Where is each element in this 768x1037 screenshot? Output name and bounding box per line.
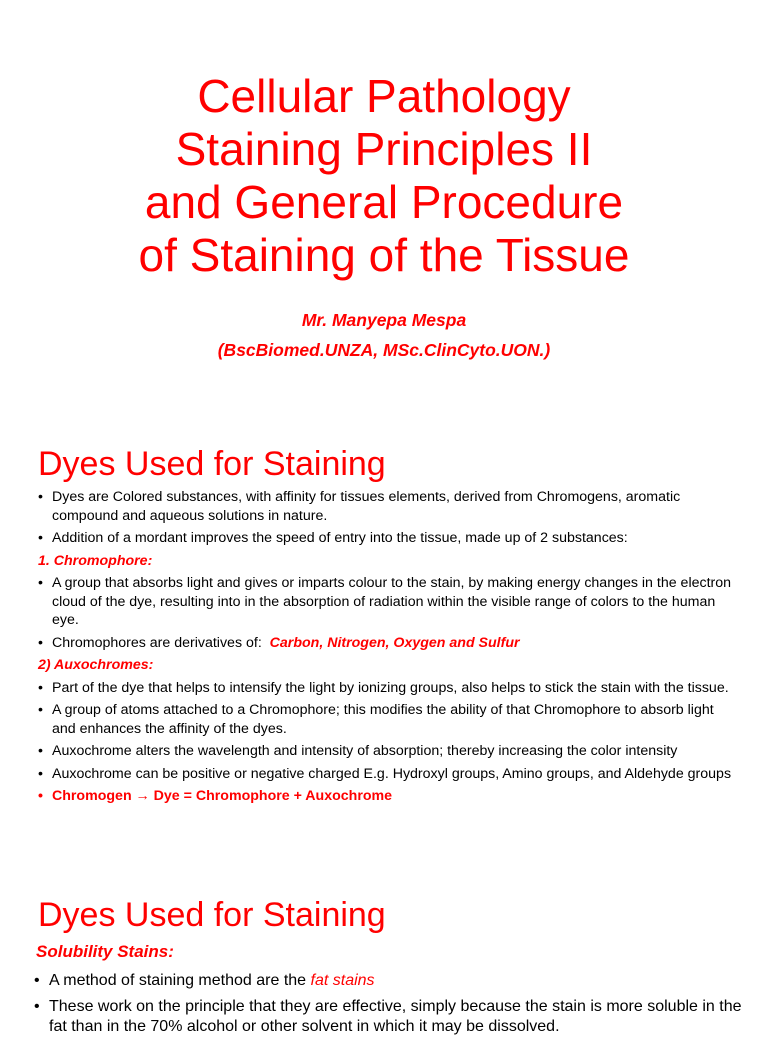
slide-content [0, 971, 768, 1037]
subheading-solubility: Solubility Stains: [36, 942, 174, 961]
title-line-1: Cellular Pathology [197, 70, 571, 122]
bullet-text: Chromophores are derivatives of: [52, 634, 262, 651]
highlighted-elements: Carbon, Nitrogen, Oxygen and Sulfur [269, 634, 520, 651]
subheading-chromophore: 1. Chromophore: [38, 552, 153, 569]
slide-heading: Dyes Used for Staining [38, 445, 386, 483]
highlighted-term: fat stains [310, 972, 375, 989]
bullet-item: • These work on the principle that they are effective, simply because the stain is more soluble in the fat than in the 70% alcohol or other solvent in which it may be dissolved. [34, 997, 748, 1037]
dyes-slide-1 [0, 440, 768, 810]
bullet-text: A method of staining method are the [49, 972, 307, 989]
slide-title [0, 70, 768, 282]
bullet-item: • A group that absorbs light and gives or imparts colour to the stain, by making energy changes in the electron cloud of the dye, resulting into in the absorption of radiation within the visible range of colors to the human eye. [38, 574, 740, 630]
bullet-item: • A group of atoms attached to a Chromophore; this modifies the ability of that Chromophore to absorb light and enhances the affinity of the dyes. [38, 701, 740, 738]
bullet-item: • Auxochrome can be positive or negative charged E.g. Hydroxyl groups, Amino groups, and Aldehyde groups [38, 765, 740, 784]
author-name: Mr. Manyepa Mespa [301, 310, 467, 330]
bullet-item: • Dyes are Colored substances, with affinity for tissues elements, derived from Chromogens, aromatic compound and aqueous solutions in nature. [38, 488, 740, 525]
title-line-4: of Staining of the Tissue [138, 229, 630, 281]
title-slide [0, 0, 768, 400]
bullet-item: • Part of the dye that helps to intensify the light by ionizing groups, also helps to stick the stain with the tissue. [38, 679, 740, 698]
author-block [0, 305, 768, 365]
bullet-item: • Auxochrome alters the wavelength and intensity of absorption; thereby increasing the color intensity [38, 742, 740, 761]
bullet-item: • Addition of a mordant improves the speed of entry into the tissue, made up of 2 substances: [38, 529, 740, 548]
author-credentials: (BscBiomed.UNZA, MSc.ClinCyto.UON.) [217, 340, 551, 360]
subheading-auxochromes: 2) Auxochromes: [38, 657, 154, 673]
title-line-3: and General Procedure [144, 176, 624, 228]
slide-content [0, 488, 768, 806]
bullet-item [34, 971, 748, 991]
slide-heading: Dyes Used for Staining [38, 896, 386, 934]
title-line-2: Staining Principles II [175, 123, 593, 175]
bullet-item [38, 634, 740, 653]
dyes-slide-2 [0, 891, 768, 1037]
formula-bullet: • Chromogen → Dye = Chromophore + Auxochrome [38, 787, 740, 806]
